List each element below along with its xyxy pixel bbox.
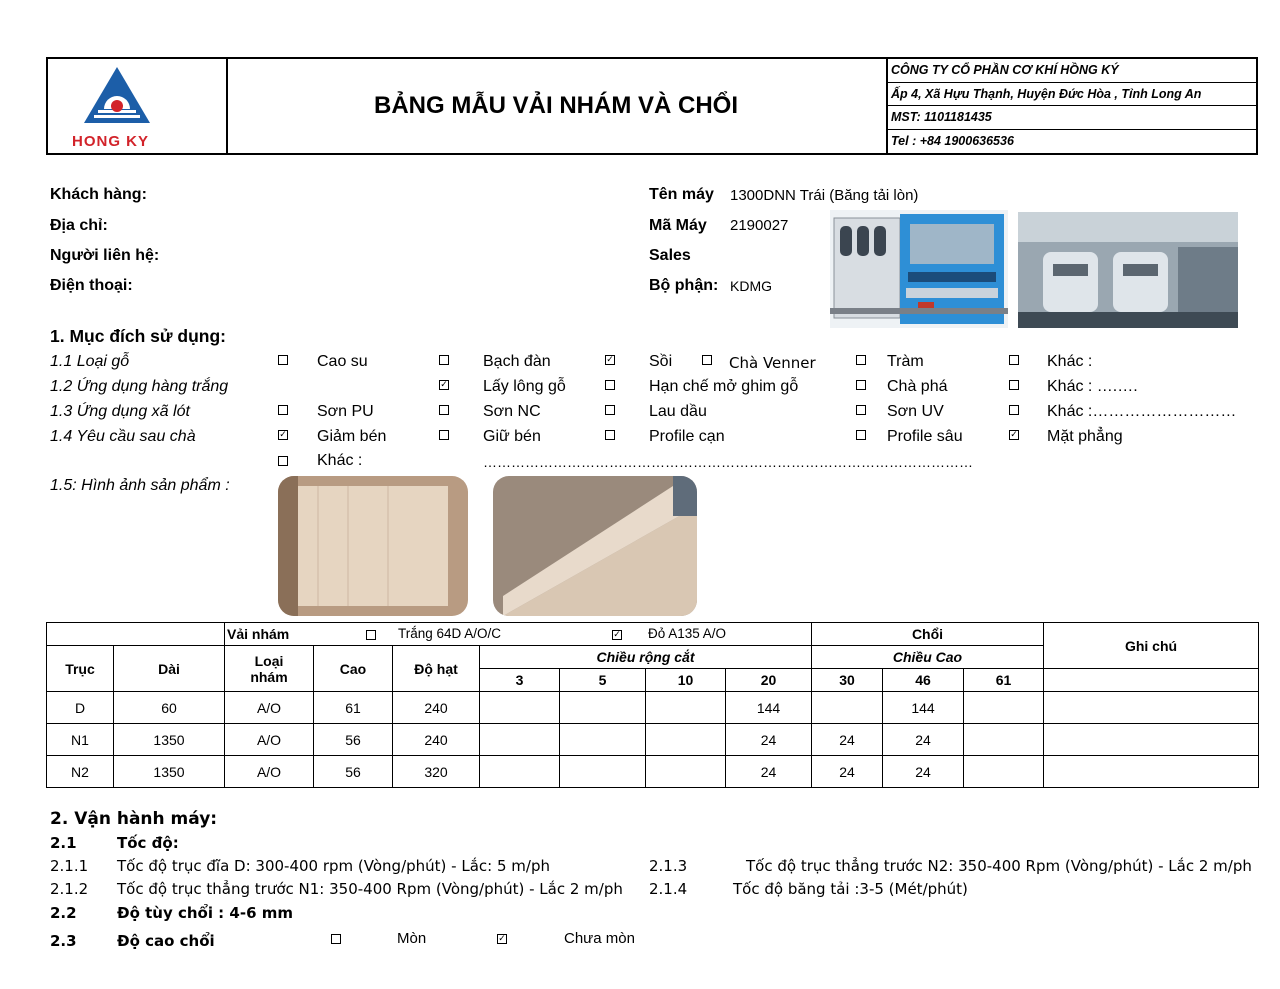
finish-requirement-label: 1.4 Yêu cầu sau chà	[50, 428, 196, 445]
brush-header: Chổi	[812, 623, 1044, 646]
cell: 1350	[114, 724, 225, 756]
machine-name-label: Tên máy	[649, 186, 714, 203]
cell: 240	[393, 724, 480, 756]
option-lau-dau: Lau dầu	[649, 403, 707, 420]
table-row	[47, 724, 1259, 756]
s23-num: 2.3	[50, 932, 77, 950]
s212-text: Tốc độ trục thẳng trước N1: 350-400 Rpm (Vòng/phút) - Lắc 2 m/ph	[117, 880, 623, 898]
cell	[480, 724, 560, 756]
department-label: Bộ phận:	[649, 277, 719, 294]
abrasive-table	[46, 622, 1259, 788]
cell: 240	[393, 692, 480, 724]
option-soi: Sồi	[649, 353, 673, 370]
checkbox-tram[interactable]	[856, 355, 866, 365]
contact-label: Người liên hệ:	[50, 247, 160, 264]
checkbox-trang-64d[interactable]	[366, 630, 376, 640]
cell: D	[47, 692, 114, 724]
checkbox-giu-ben[interactable]	[439, 430, 449, 440]
s212-num: 2.1.2	[50, 880, 89, 898]
width-col: 20	[726, 669, 812, 692]
checkbox-son-nc[interactable]	[439, 405, 449, 415]
cell: 24	[726, 756, 812, 788]
option-cao-su: Cao su	[317, 353, 368, 370]
cell	[480, 756, 560, 788]
checkbox-bach-dan[interactable]	[439, 355, 449, 365]
height-col: 46	[883, 669, 964, 692]
cell: 24	[812, 724, 883, 756]
cell: A/O	[225, 692, 314, 724]
cell	[812, 692, 883, 724]
checkbox-khac-2[interactable]	[1009, 380, 1019, 390]
logo-text: HONG KY	[72, 133, 150, 150]
note-cell	[1044, 756, 1259, 788]
cell: A/O	[225, 724, 314, 756]
machine-code-value: 2190027	[730, 217, 789, 234]
checkbox-cha-venner[interactable]	[702, 355, 712, 365]
option-son-pu: Sơn PU	[317, 403, 374, 420]
other-dotted-line: ……………………………………………………………………………………………	[483, 454, 973, 470]
cell: 24	[883, 724, 964, 756]
cell	[560, 756, 646, 788]
option-khac-2: Khác : ….….	[1047, 378, 1138, 395]
cell	[646, 756, 726, 788]
cell: 1350	[114, 756, 225, 788]
checkbox-khac-3[interactable]	[1009, 405, 1019, 415]
checkbox-khac-other[interactable]	[278, 456, 288, 466]
section2-title: 2. Vận hành máy:	[50, 809, 218, 829]
sandpaper-kind-header: Loại nhám	[225, 646, 314, 692]
cell	[964, 692, 1044, 724]
height-header: Cao	[314, 646, 393, 692]
height-col: 61	[964, 669, 1044, 692]
option-mon: Mòn	[397, 930, 427, 947]
option-lay-long-go: Lấy lông gỗ	[483, 378, 566, 395]
cell: 144	[883, 692, 964, 724]
option-giu-ben: Giữ bén	[483, 428, 541, 445]
company-name: CÔNG TY CỔ PHẦN CƠ KHÍ HỒNG KÝ	[888, 59, 1258, 83]
cell	[560, 724, 646, 756]
s21-num: 2.1	[50, 834, 77, 852]
cell: 320	[393, 756, 480, 788]
cell: N2	[47, 756, 114, 788]
option-chua-mon: Chưa mòn	[564, 930, 635, 947]
sales-label: Sales	[649, 247, 691, 264]
option-do-a135: Đỏ A135 A/O	[648, 626, 727, 641]
option-profile-can: Profile cạn	[649, 428, 725, 445]
table-row	[47, 756, 1259, 788]
width-col: 5	[560, 669, 646, 692]
cell: 61	[314, 692, 393, 724]
cell: N1	[47, 724, 114, 756]
cell	[646, 724, 726, 756]
option-son-nc: Sơn NC	[483, 403, 541, 420]
s213-num: 2.1.3	[649, 857, 688, 875]
phone-label: Điện thoại:	[50, 277, 133, 294]
machine-name-value: 1300DNN Trái (Băng tải lòn)	[730, 187, 919, 204]
company-address: Ấp 4, Xã Hựu Thạnh, Huyện Đức Hòa , Tỉnh Long An	[888, 83, 1258, 107]
checkbox-han-che[interactable]	[605, 380, 615, 390]
s22-num: 2.2	[50, 904, 77, 922]
option-giam-ben: Giảm bén	[317, 428, 387, 445]
sandpaper-label: Vải nhám	[227, 626, 290, 642]
option-profile-sau: Profile sâu	[887, 428, 963, 445]
option-bach-dan: Bạch đàn	[483, 353, 551, 370]
option-trang-64d: Trắng 64D A/O/C	[398, 626, 502, 641]
cell: 56	[314, 724, 393, 756]
product-photo-label: 1.5: Hình ảnh sản phẩm :	[50, 477, 230, 494]
table-row	[47, 692, 1259, 724]
checkbox-cha-pha[interactable]	[856, 380, 866, 390]
height-col: 30	[812, 669, 883, 692]
hong-ky-logo	[82, 65, 152, 125]
checkbox-son-uv[interactable]	[856, 405, 866, 415]
note-cell	[1044, 692, 1259, 724]
option-tram: Tràm	[887, 353, 924, 370]
checkbox-cao-su[interactable]	[278, 355, 288, 365]
cell	[646, 692, 726, 724]
page-title: BẢNG MẪU VẢI NHÁM VÀ CHỔI	[374, 92, 738, 119]
cell: 60	[114, 692, 225, 724]
checkbox-mon[interactable]	[331, 934, 341, 944]
cell: 24	[726, 724, 812, 756]
s214-text: Tốc độ băng tải :3-5 (Mét/phút)	[733, 880, 968, 898]
machine-interior-image	[1018, 212, 1238, 328]
customer-label: Khách hàng:	[50, 186, 147, 203]
width-col: 10	[646, 669, 726, 692]
wood-type-label: 1.1 Loại gỗ	[50, 353, 130, 370]
s211-num: 2.1.1	[50, 857, 89, 875]
checkbox-lay-long-go-checked[interactable]: ✓	[440, 380, 448, 390]
option-khac-other: Khác :	[317, 452, 363, 469]
note-header: Ghi chú	[1044, 623, 1259, 669]
option-han-che: Hạn chế mở ghim gỗ	[649, 378, 799, 395]
section1-title: 1. Mục đích sử dụng:	[50, 326, 227, 346]
grit-header: Độ hạt	[393, 646, 480, 692]
cell	[480, 692, 560, 724]
s23-text: Độ cao chổi	[117, 932, 215, 950]
cell: 24	[883, 756, 964, 788]
option-khac-3: Khác :………………………	[1047, 403, 1237, 420]
logo-cell	[48, 59, 228, 153]
cell	[964, 756, 1044, 788]
s21-label: Tốc độ:	[117, 834, 179, 852]
sandpaper-type-cell	[225, 623, 812, 646]
sealer-label: 1.3 Ứng dụng xã lót	[50, 403, 190, 420]
machine-front-image	[830, 210, 1008, 328]
department-value: KDMG	[730, 278, 772, 294]
checkbox-mat-phang-checked[interactable]: ✓	[1010, 430, 1018, 440]
option-khac-1: Khác :	[1047, 353, 1093, 370]
length-header: Dài	[114, 646, 225, 692]
s214-num: 2.1.4	[649, 880, 688, 898]
checkbox-lau-dau[interactable]	[605, 405, 615, 415]
s213-text: Tốc độ trục thẳng trước N2: 350-400 Rpm (Vòng/phút) - Lắc 2 m/ph	[746, 857, 1252, 875]
checkbox-khac-1[interactable]	[1009, 355, 1019, 365]
checkbox-chua-mon-checked[interactable]: ✓	[498, 934, 506, 944]
cell	[560, 692, 646, 724]
cut-width-header: Chiều rộng cắt	[480, 646, 812, 669]
checkbox-do-a135-checked[interactable]: ✓	[613, 630, 621, 640]
cell: 144	[726, 692, 812, 724]
white-goods-label: 1.2 Ứng dụng hàng trắng	[50, 378, 229, 395]
checkbox-son-pu[interactable]	[278, 405, 288, 415]
address-label: Địa chỉ:	[50, 217, 108, 234]
option-son-uv: Sơn UV	[887, 403, 944, 420]
checkbox-giam-ben-checked[interactable]: ✓	[279, 430, 287, 440]
checkbox-soi-checked[interactable]: ✓	[606, 355, 614, 365]
cell: 56	[314, 756, 393, 788]
cell: 24	[812, 756, 883, 788]
machine-code-label: Mã Máy	[649, 217, 707, 234]
option-cha-venner: Chà Venner	[729, 354, 816, 372]
product-photo-2	[493, 476, 697, 616]
document-header	[46, 57, 1258, 155]
s22-text: Độ tùy chổi : 4-6 mm	[117, 904, 293, 922]
option-cha-pha: Chà phá	[887, 378, 948, 395]
note-cell	[1044, 724, 1259, 756]
cell	[964, 724, 1044, 756]
company-tax: MST: 1101181435	[888, 106, 1258, 130]
axis-header: Trục	[47, 646, 114, 692]
width-col: 3	[480, 669, 560, 692]
brush-height-header: Chiều Cao	[812, 646, 1044, 669]
product-photo-1	[278, 476, 468, 616]
company-phone: Tel : +84 1900636536	[891, 133, 1014, 148]
checkbox-profile-sau[interactable]	[856, 430, 866, 440]
s211-text: Tốc độ trục đĩa D: 300-400 rpm (Vòng/phút) - Lắc: 5 m/ph	[117, 857, 550, 875]
cell: A/O	[225, 756, 314, 788]
checkbox-profile-can[interactable]	[605, 430, 615, 440]
company-info	[886, 59, 1258, 153]
option-mat-phang: Mặt phẳng	[1047, 428, 1123, 445]
